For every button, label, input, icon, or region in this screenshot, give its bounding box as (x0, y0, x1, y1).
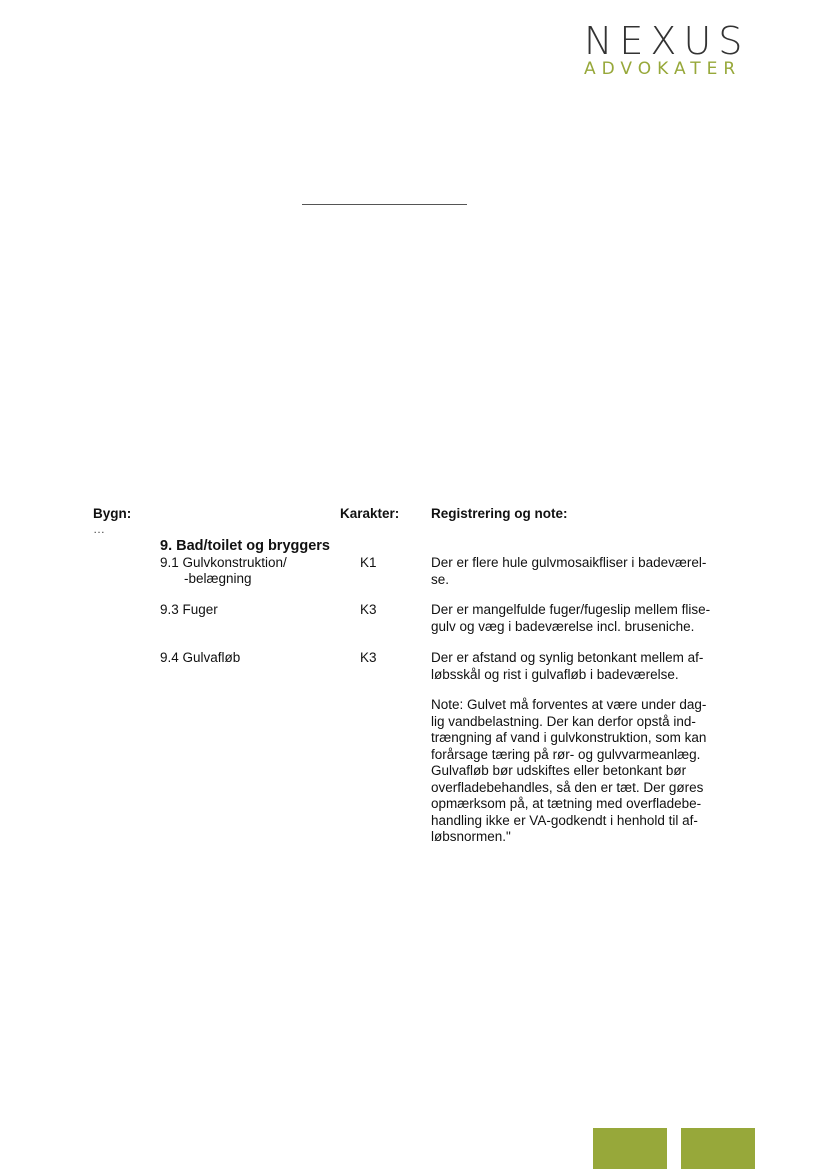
logo-wordmark: NEXUS (584, 19, 750, 63)
extra-note (431, 697, 726, 846)
footer-accent-block (681, 1128, 755, 1169)
note-line: forårsage tæring på rør- og gulvvarmeanlæg. (431, 746, 701, 762)
note-line: se. (431, 571, 450, 587)
item-9-1-label-cont: -belægning (184, 571, 252, 586)
note-line: gulv og væg i badeværelse incl. bruseniche. (431, 618, 695, 634)
note-line: trængning af vand i gulvkonstruktion, som kan (431, 730, 707, 745)
item-9-3-note (431, 602, 726, 635)
item-9-1-note (431, 555, 726, 588)
item-9-3-label: 9.3 Fuger (160, 602, 218, 617)
note-line: Der er flere hule gulvmosaikfliser i badeværel- (431, 555, 707, 570)
item-9-4-label: 9.4 Gulvafløb (160, 650, 241, 665)
note-line: Gulvafløb bør udskiftes eller betonkant bør (431, 763, 687, 778)
item-9-1-grade: K1 (360, 555, 377, 570)
header-karakter: Karakter: (340, 506, 400, 521)
header-ellipsis: … (93, 522, 105, 536)
note-line: Der er afstand og synlig betonkant mellem af- (431, 650, 704, 665)
note-line: lig vandbelastning. Der kan derfor opstå ind- (431, 713, 696, 729)
item-9-4-grade: K3 (360, 650, 377, 665)
note-line: Der er mangelfulde fuger/fugeslip mellem flise- (431, 602, 711, 617)
note-line: Note: Gulvet må forventes at være under dag- (431, 697, 707, 712)
header-registrering: Registrering og note: (431, 506, 568, 521)
logo-subline: ADVOKATER (584, 59, 742, 79)
item-9-1-label: 9.1 Gulvkonstruktion/ (160, 555, 287, 570)
footer-accent-block (593, 1128, 667, 1169)
header-bygn: Bygn: (93, 506, 132, 521)
section-title: 9. Bad/toilet og bryggers (160, 538, 330, 554)
horizontal-rule (302, 204, 467, 205)
note-line: handling ikke er VA-godkendt i henhold til af- (431, 812, 698, 828)
note-line: opmærksom på, at tætning med overfladebe- (431, 796, 702, 811)
item-9-3-grade: K3 (360, 602, 377, 617)
note-line: løbsskål og rist i gulvafløb i badeværelse. (431, 666, 679, 682)
note-line: løbsnormen." (431, 829, 511, 844)
item-9-4-note (431, 650, 726, 683)
note-line: overfladebehandles, så den er tæt. Der gøres (431, 779, 704, 795)
nexus-advokater-logo (584, 19, 750, 79)
